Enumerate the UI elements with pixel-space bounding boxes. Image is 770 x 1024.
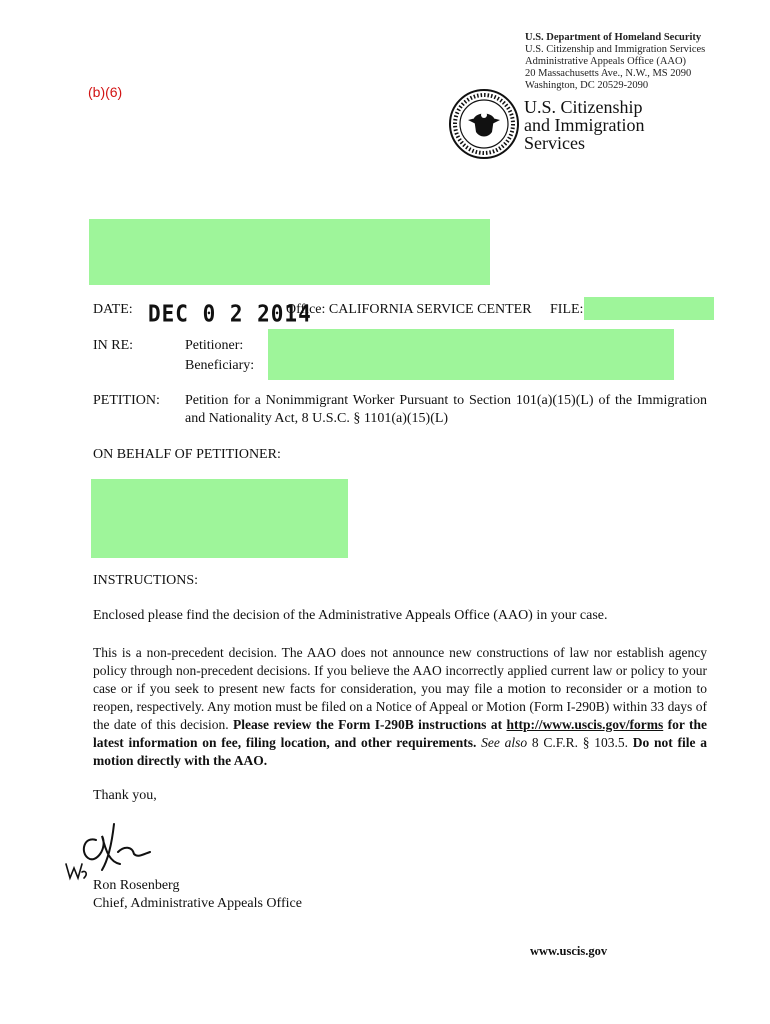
petition-text-line: Petition for a Nonimmigrant Worker Pursuant to Section 101(a)(15)(L) of the Immigration	[185, 393, 707, 408]
agency-line: and Immigration	[524, 115, 645, 135]
redacted-file-number	[584, 297, 714, 320]
redaction-code: (b)(6)	[88, 84, 123, 100]
footer-url[interactable]: www.uscis.gov	[530, 944, 608, 958]
address-line: Washington, DC 20529-2090	[525, 80, 649, 91]
redacted-recipient-block	[89, 219, 490, 285]
paragraph-bold-text: Please review the Form I-290B instructions at	[233, 717, 503, 732]
beneficiary-label: Beneficiary:	[185, 358, 255, 373]
agency-line: U.S. Citizenship	[524, 97, 643, 117]
cfr-citation: 8 C.F.R. § 103.5.	[531, 735, 628, 750]
signatory-title: Chief, Administrative Appeals Office	[93, 896, 302, 911]
file-label: FILE:	[550, 302, 584, 317]
address-line: 20 Massachusetts Ave., N.W., MS 2090	[525, 68, 692, 79]
see-also-text: See also	[481, 735, 528, 750]
office-label: Office: CALIFORNIA SERVICE CENTER	[286, 302, 532, 317]
signatory-name: Ron Rosenberg	[93, 878, 180, 893]
date-label: DATE:	[93, 302, 133, 317]
address-line: U.S. Citizenship and Immigration Services	[525, 44, 706, 55]
letterhead-address	[525, 32, 705, 92]
agency-name	[524, 98, 644, 152]
paragraph-text: This is a non-precedent decision. The AAO does not announce new constructions of law nor establish agency policy through non-precedent decisions. If you believe the AAO incorrectly applied current law or policy to your case or if you seek to present new facts for consideration, you may file a motion to reconsider or a motion to reopen, respectively. Any motion must be filed on a Notice of Appeal or Motion (Form I-290B) within 33 days of the date of this decision.	[93, 645, 707, 732]
paragraph-bold-text: Do not file a motion directly with the AAO.	[93, 735, 708, 768]
date-stamp: DEC 0 2 2014	[148, 300, 312, 328]
uscis-forms-link[interactable]: http://www.uscis.gov/forms	[506, 717, 664, 732]
petition-label: PETITION:	[93, 393, 160, 408]
instructions-paragraph	[93, 644, 707, 770]
redacted-representative	[91, 479, 348, 558]
address-line: Administrative Appeals Office (AAO)	[525, 56, 687, 67]
agency-line: Services	[524, 133, 585, 153]
redacted-parties	[268, 329, 674, 380]
in-re-label: IN RE:	[93, 338, 134, 353]
petition-text-line: and Nationality Act, 8 U.S.C. § 1101(a)(15)(L)	[185, 411, 449, 426]
petitioner-label: Petitioner:	[185, 338, 244, 353]
instructions-heading: INSTRUCTIONS:	[93, 573, 199, 588]
dhs-seal-icon	[448, 88, 520, 160]
on-behalf-label: ON BEHALF OF PETITIONER:	[93, 447, 281, 462]
enclosed-paragraph: Enclosed please find the decision of the Administrative Appeals Office (AAO) in your case.	[93, 608, 608, 623]
paragraph-bold-text: for the latest information on fee, filing location, and other requirements.	[93, 717, 708, 750]
closing-text: Thank you,	[93, 788, 157, 803]
department-name: U.S. Department of Homeland Security	[525, 32, 702, 43]
